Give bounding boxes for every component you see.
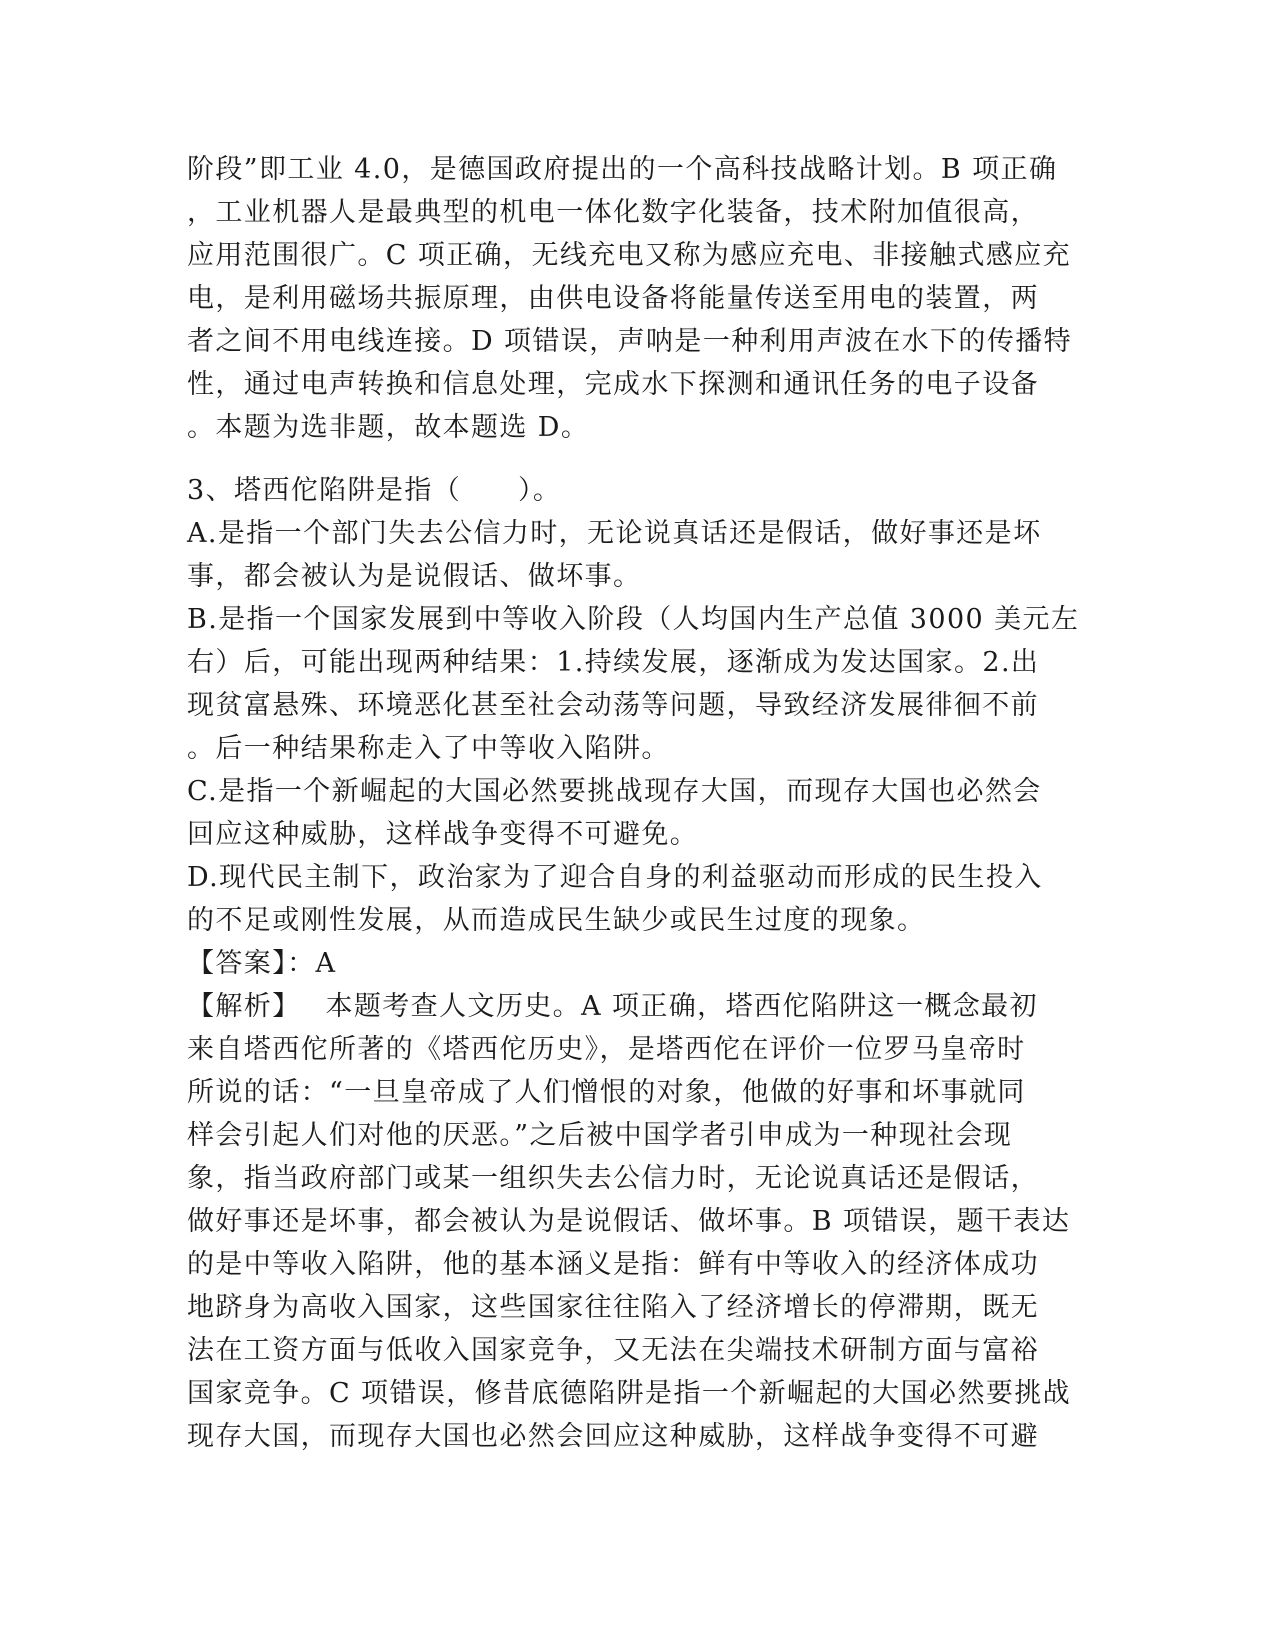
text-line: 阶段”即工业 4.0，是德国政府提出的一个高科技战略计划。B 项正确 bbox=[187, 154, 1058, 185]
analysis-line: 样会引起人们对他的厌恶。”之后被中国学者引申成为一种现社会现 bbox=[187, 1120, 1013, 1151]
option-line: D.现代民主制下，政治家为了迎合自身的利益驱动而形成的民生投入 bbox=[187, 862, 1043, 893]
analysis-line: 现存大国，而现存大国也必然会回应这种威胁，这样战争变得不可避 bbox=[187, 1421, 1039, 1452]
page-content bbox=[187, 148, 1080, 1458]
text-line: 电，是利用磁场共振原理，由供电设备将能量传送至用电的装置，两 bbox=[187, 283, 1039, 314]
option-line: 的不足或刚性发展，从而造成民生缺少或民生过度的现象。 bbox=[187, 905, 926, 936]
text-line: 性，通过电声转换和信息处理，完成水下探测和通讯任务的电子设备 bbox=[187, 369, 1039, 400]
option-line: 右）后，可能出现两种结果：1.持续发展，逐渐成为发达国家。2.出 bbox=[187, 647, 1040, 678]
option-line: B.是指一个国家发展到中等收入阶段（人均国内生产总值 3000 美元左 bbox=[187, 604, 1080, 635]
text-line: 者之间不用电线连接。D 项错误，声呐是一种利用声波在水下的传播特 bbox=[187, 326, 1073, 357]
analysis bbox=[187, 985, 1077, 1458]
option-line: 现贫富悬殊、环境恶化甚至社会动荡等问题，导致经济发展徘徊不前 bbox=[187, 690, 1039, 721]
option-line: 回应这种威胁，这样战争变得不可避免。 bbox=[187, 819, 699, 850]
analysis-line: 法在工资方面与低收入国家竞争，又无法在尖端技术研制方面与富裕 bbox=[187, 1335, 1039, 1366]
text-line: 。本题为选非题，故本题选 D。 bbox=[187, 412, 590, 443]
analysis-line: 来自塔西佗所著的《塔西佗历史》，是塔西佗在评价一位罗马皇帝时 bbox=[187, 1034, 1026, 1065]
option-line: C.是指一个新崛起的大国必然要挑战现存大国，而现存大国也必然会 bbox=[187, 776, 1042, 807]
text-line: ，工业机器人是最典型的机电一体化数字化装备，技术附加值很高， bbox=[187, 197, 1039, 228]
answer-line: 【答案】：A bbox=[187, 948, 337, 979]
question-stem: 3、塔西佗陷阱是指（ ）。 bbox=[187, 475, 562, 506]
option-line: A.是指一个部门失去公信力时，无论说真话还是假话，做好事还是坏 bbox=[187, 518, 1042, 549]
text-line: 应用范围很广。C 项正确，无线充电又称为感应充电、非接触式感应充 bbox=[187, 240, 1072, 271]
analysis-line: 所说的话：“一旦皇帝成了人们憎恨的对象，他做的好事和坏事就同 bbox=[187, 1077, 1026, 1108]
analysis-line: 【解析】 本题考查人文历史。A 项正确，塔西佗陷阱这一概念最初 bbox=[187, 991, 1038, 1022]
analysis-line: 地跻身为高收入国家，这些国家往往陷入了经济增长的停滞期，既无 bbox=[187, 1292, 1039, 1323]
analysis-line: 做好事还是坏事，都会被认为是说假话、做坏事。B 项错误，题干表达 bbox=[187, 1206, 1071, 1237]
paragraph-gap bbox=[187, 449, 1077, 469]
option-line: 事，都会被认为是说假话、做坏事。 bbox=[187, 561, 642, 592]
analysis-line: 国家竞争。C 项错误，修昔底德陷阱是指一个新崛起的大国必然要挑战 bbox=[187, 1378, 1072, 1409]
analysis-line: 的是中等收入陷阱，他的基本涵义是指：鲜有中等收入的经济体成功 bbox=[187, 1249, 1039, 1280]
analysis-line: 象，指当政府部门或某一组织失去公信力时，无论说真话还是假话， bbox=[187, 1163, 1039, 1194]
previous-explanation bbox=[187, 148, 1077, 449]
option-b bbox=[187, 598, 1080, 770]
option-d bbox=[187, 856, 1077, 942]
option-line: 。后一种结果称走入了中等收入陷阱。 bbox=[187, 733, 670, 764]
question-block bbox=[187, 469, 1080, 1458]
option-c bbox=[187, 770, 1077, 856]
option-a bbox=[187, 512, 1077, 598]
